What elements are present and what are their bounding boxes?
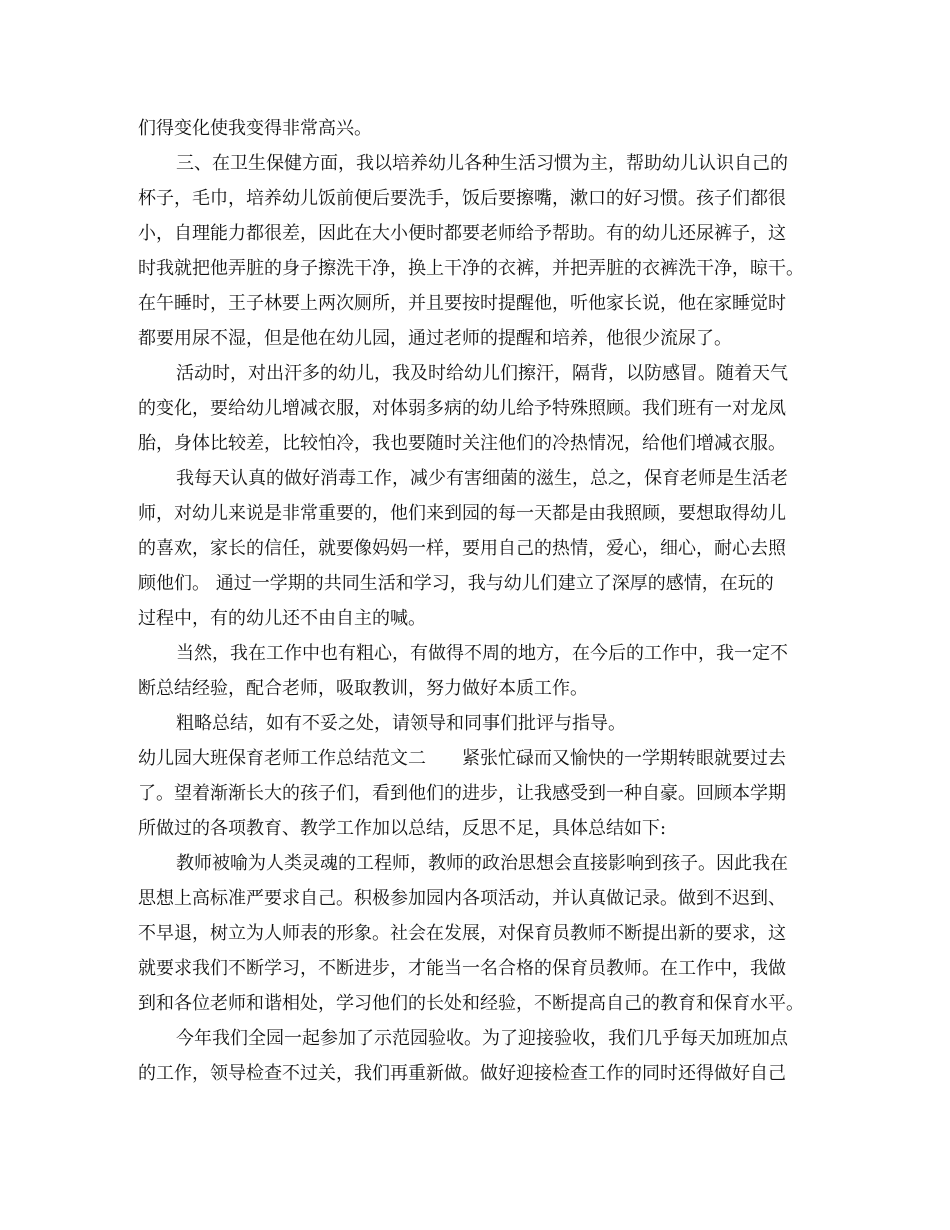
text-line: 当然，我在工作中也有粗心，有做得不周的地方，在今后的工作中，我一定不 [176,643,788,664]
text-line: 所做过的各项教育、教学工作加以总结，反思不足，具体总结如下: [138,818,667,839]
text-line: 杯子，毛巾，培养幼儿饭前便后要洗手，饭后要擦嘴，漱口的好习惯。孩子们都很 [138,188,786,209]
text-line: 小，自理能力都很差，因此在大小便时都要老师给予帮助。有的幼儿还尿裤子，这 [138,223,786,244]
text-line: 的变化，要给幼儿增减衣服，对体弱多病的幼儿给予特殊照顾。我们班有一对龙凤 [138,398,786,419]
section-heading-line [138,741,828,777]
text-line: 紧张忙碌而又愉快的一学期转眼就要过去 [462,748,786,769]
text-line: 教师被喻为人类灵魂的工程师，教师的政治思想会直接影响到孩子。因此我在 [176,853,788,874]
text-line: 过程中，有的幼儿还不由自主的喊。 [138,608,426,629]
text-line: 到和各位老师和谐相处，学习他们的长处和经验，不断提高自己的教育和保育水平。 [138,993,804,1014]
text-line: 三、在卫生保健方面，我以培养幼儿各种生活习惯为主，帮助幼儿认识自己的 [176,153,788,174]
text-line: 活动时，对出汗多的幼儿，我及时给幼儿们擦汗，隔背，以防感冒。随着天气 [176,363,788,384]
text-line: 思想上高标准严要求自己。积极参加园内各项活动，并认真做记录。做到不迟到、 [138,888,786,909]
text-line: 的工作，领导检查不过关，我们再重新做。做好迎接检查工作的同时还得做好自己 [138,1063,786,1084]
text-line: 就要求我们不断学习，不断进步，才能当一名合格的保育员教师。在工作中，我做 [138,958,786,979]
section-title: 幼儿园大班保育老师工作总结范文二 [138,748,426,769]
text-line: 们得变化使我变得非常高兴。 [138,118,372,139]
text-line: 不早退，树立为人师表的形象。社会在发展，对保育员教师不断提出新的要求，这 [138,923,786,944]
text-line: 都要用尿不湿，但是他在幼儿园，通过老师的提醒和培养，他很少流尿了。 [138,328,732,349]
text-line: 断总结经验，配合老师，吸取教训，努力做好本质工作。 [138,678,588,699]
text-line: 的喜欢，家长的信任，就要像妈妈一样，要用自己的热情，爱心，细心，耐心去照 [138,538,786,559]
text-line: 时我就把他弄脏的身子擦洗干净，换上干净的衣裤，并把弄脏的衣裤洗干净，晾干。 [138,258,804,279]
text-line: 师，对幼儿来说是非常重要的，他们来到园的每一天都是由我照顾，要想取得幼儿 [138,503,786,524]
text-line: 粗略总结，如有不妥之处，请领导和同事们批评与指导。 [176,713,626,734]
text-line: 今年我们全园一起参加了示范园验收。为了迎接验收，我们几乎每天加班加点 [176,1028,788,1049]
text-line: 了。望着渐渐长大的孩子们，看到他们的进步，让我感受到一种自豪。回顾本学期 [138,783,786,804]
text-line: 我每天认真的做好消毒工作，减少有害细菌的滋生，总之，保育老师是生活老 [176,468,788,489]
text-line: 胎，身体比较差，比较怕冷，我也要随时关注他们的冷热情况，给他们增减衣服。 [138,433,786,454]
text-line: 顾他们。 通过一学期的共同生活和学习，我与幼儿们建立了深厚的感情，在玩的 [138,573,774,594]
text-line: 在午睡时，王子林要上两次厕所，并且要按时提醒他，听他家长说，他在家睡觉时 [138,293,786,314]
